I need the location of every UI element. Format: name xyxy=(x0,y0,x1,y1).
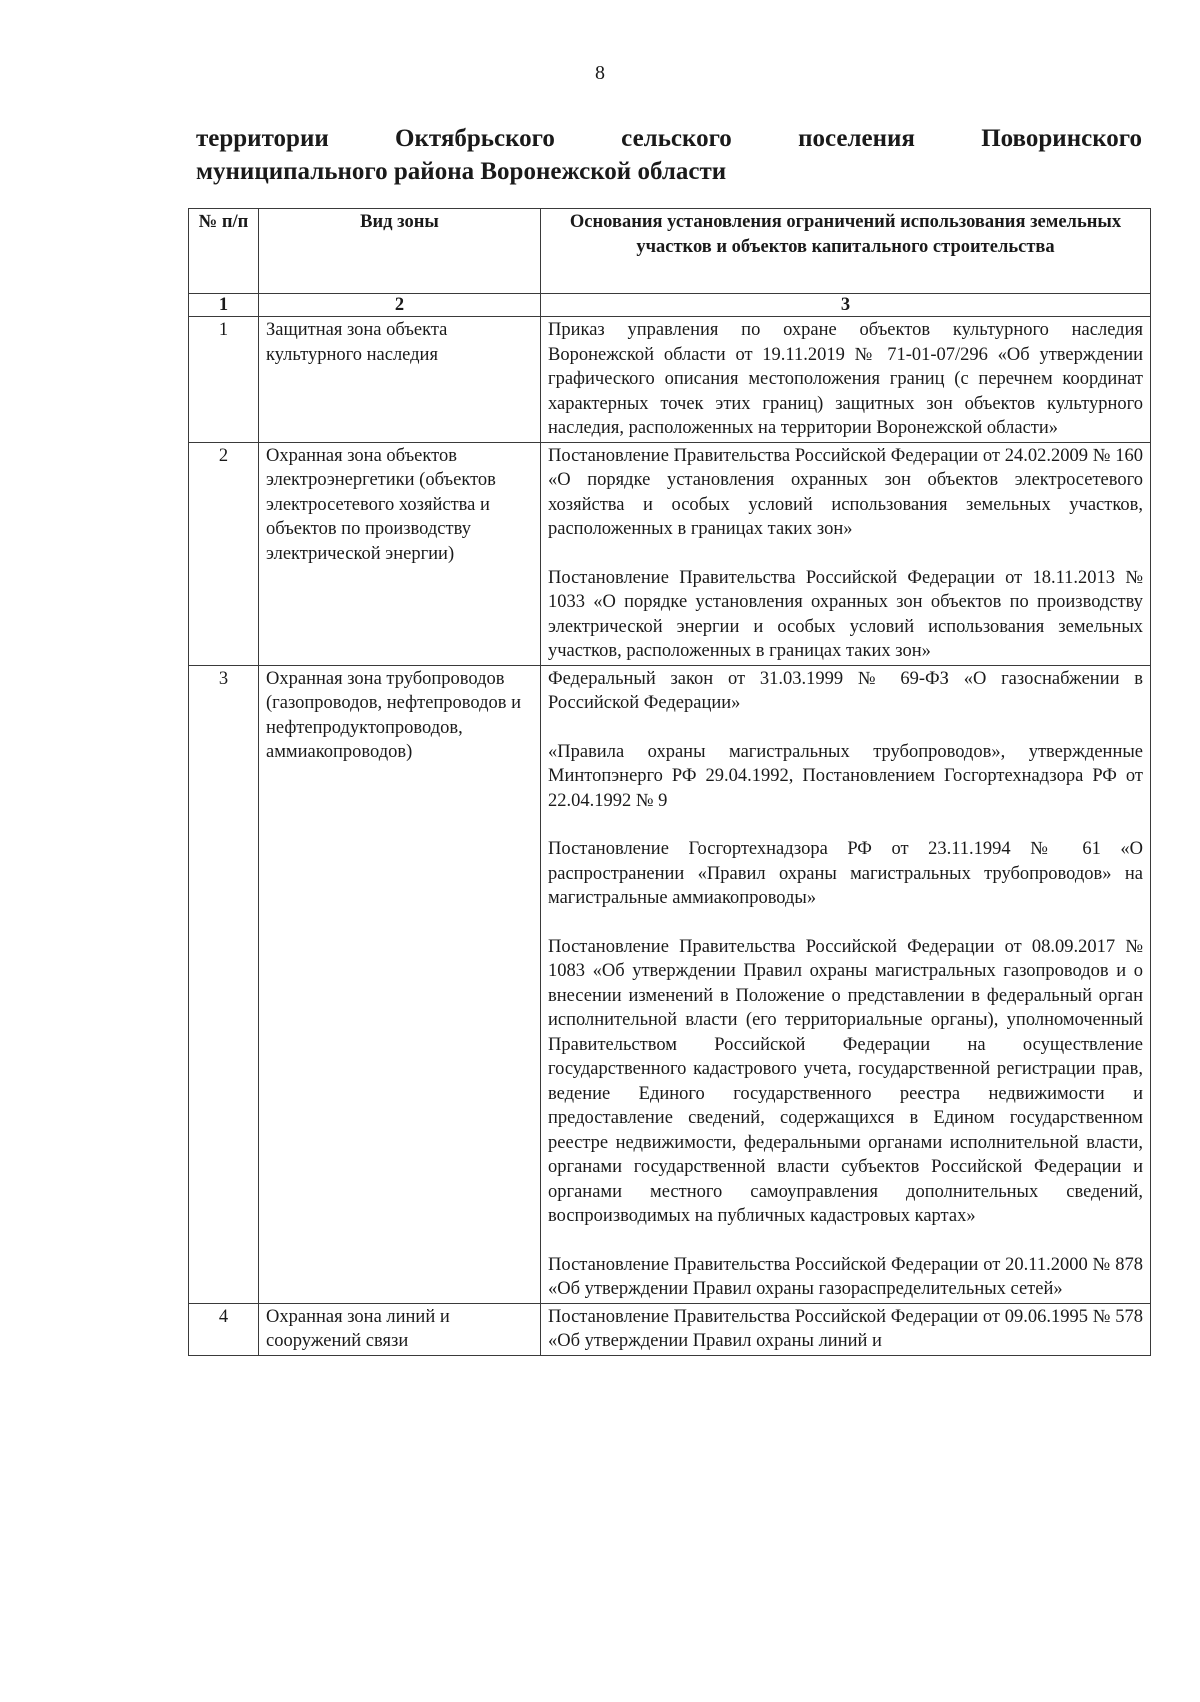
basis-paragraph: Постановление Правительства Российской Федерации от 18.11.2013 № 1033 «О порядке установления охранных зон объектов по производству электрической энергии и особых условий использования земельных участков, расположенных в границах таких зон» xyxy=(548,567,1143,661)
row-number: 1 xyxy=(189,317,259,443)
zone-type: Охранная зона линий и сооружений связи xyxy=(259,1303,541,1355)
column-number: 1 xyxy=(189,294,259,317)
zone-basis xyxy=(541,1303,1151,1355)
basis-paragraph: Постановление Правительства Российской Федерации от 20.11.2000 № 878 «Об утверждении Правил охраны газораспределительных сетей» xyxy=(548,1254,1143,1299)
basis-paragraph: Постановление Госгортехнадзора РФ от 23.11.1994 № 61 «О распространении «Правил охраны магистральных трубопроводов» на магистральные аммиакопроводы» xyxy=(548,839,1143,908)
basis-paragraph: Постановление Правительства Российской Федерации от 08.09.2017 № 1083 «Об утверждении Правил охраны магистральных газопроводов и о внесении изменений в Положение о представлении в федеральный орган исполнительной власти (его территориальные органы), уполномоченный Правительством Российской Федерации на осуществление государственного кадастрового учета, государственной регистрации прав, ведение Единого государственного реестра недвижимости и предоставление сведений, содержащихся в Едином государственном реестре недвижимости, федеральными органами исполнительной власти, органами государственной власти субъектов Российской Федерации и органами местного самоуправления дополнительных сведений, воспроизводимых на публичных кадастровых картах» xyxy=(548,936,1143,1226)
heading-line-2: муниципального района Воронежской области xyxy=(196,158,727,185)
header-basis: Основания установления ограничений использования земельных участков и объектов капитального строительства xyxy=(541,209,1151,294)
page-number: 8 xyxy=(595,62,605,84)
row-number: 3 xyxy=(189,665,259,1303)
table-row xyxy=(189,1303,1151,1355)
row-number: 4 xyxy=(189,1303,259,1355)
row-number: 2 xyxy=(189,442,259,665)
basis-paragraph: «Правила охраны магистральных трубопроводов», утвержденные Минтопэнерго РФ 29.04.1992, Постановлением Госгортехнадзора РФ от 22.04.1992 № 9 xyxy=(548,741,1143,811)
zone-basis xyxy=(541,665,1151,1303)
column-numbering-row xyxy=(189,294,1151,317)
table-row xyxy=(189,665,1151,1303)
document-heading xyxy=(196,122,1142,188)
basis-paragraph: Федеральный закон от 31.03.1999 № 69-ФЗ «О газоснабжении в Российской Федерации» xyxy=(548,668,1143,713)
basis-paragraph: Постановление Правительства Российской Федерации от 24.02.2009 № 160 «О порядке установления охранных зон объектов электросетевого хозяйства и особых условий использования земельных участков, расположенных в границах таких зон» xyxy=(548,445,1143,539)
table-row xyxy=(189,442,1151,665)
table-header-row xyxy=(189,209,1151,294)
zone-type: Защитная зона объекта культурного наследия xyxy=(259,317,541,443)
zone-basis xyxy=(541,442,1151,665)
table-row xyxy=(189,317,1151,443)
column-number: 3 xyxy=(541,294,1151,317)
basis-paragraph: Постановление Правительства Российской Федерации от 09.06.1995 № 578 «Об утверждении Правил охраны линий и xyxy=(548,1306,1143,1351)
zone-basis xyxy=(541,317,1151,443)
restriction-zones-table xyxy=(188,208,1151,1356)
zone-type: Охранная зона объектов электроэнергетики (объектов электросетевого хозяйства и объектов по производству электрической энергии) xyxy=(259,442,541,665)
header-zone-type: Вид зоны xyxy=(259,209,541,294)
column-number: 2 xyxy=(259,294,541,317)
heading-line-1: территории Октябрьского сельского поселения Поворинского xyxy=(196,125,1142,152)
basis-paragraph: Приказ управления по охране объектов культурного наследия Воронежской области от 19.11.2019 № 71-01-07/296 «Об утверждении графического описания местоположения границ (с перечнем координат характерных точек этих границ) защитных зон объектов культурного наследия, расположенных на территории Воронежской области» xyxy=(548,320,1143,438)
zone-type: Охранная зона трубопроводов (газопроводов, нефтепроводов и нефтепродуктопроводов, аммиакопроводов) xyxy=(259,665,541,1303)
header-number: № п/п xyxy=(189,209,259,294)
